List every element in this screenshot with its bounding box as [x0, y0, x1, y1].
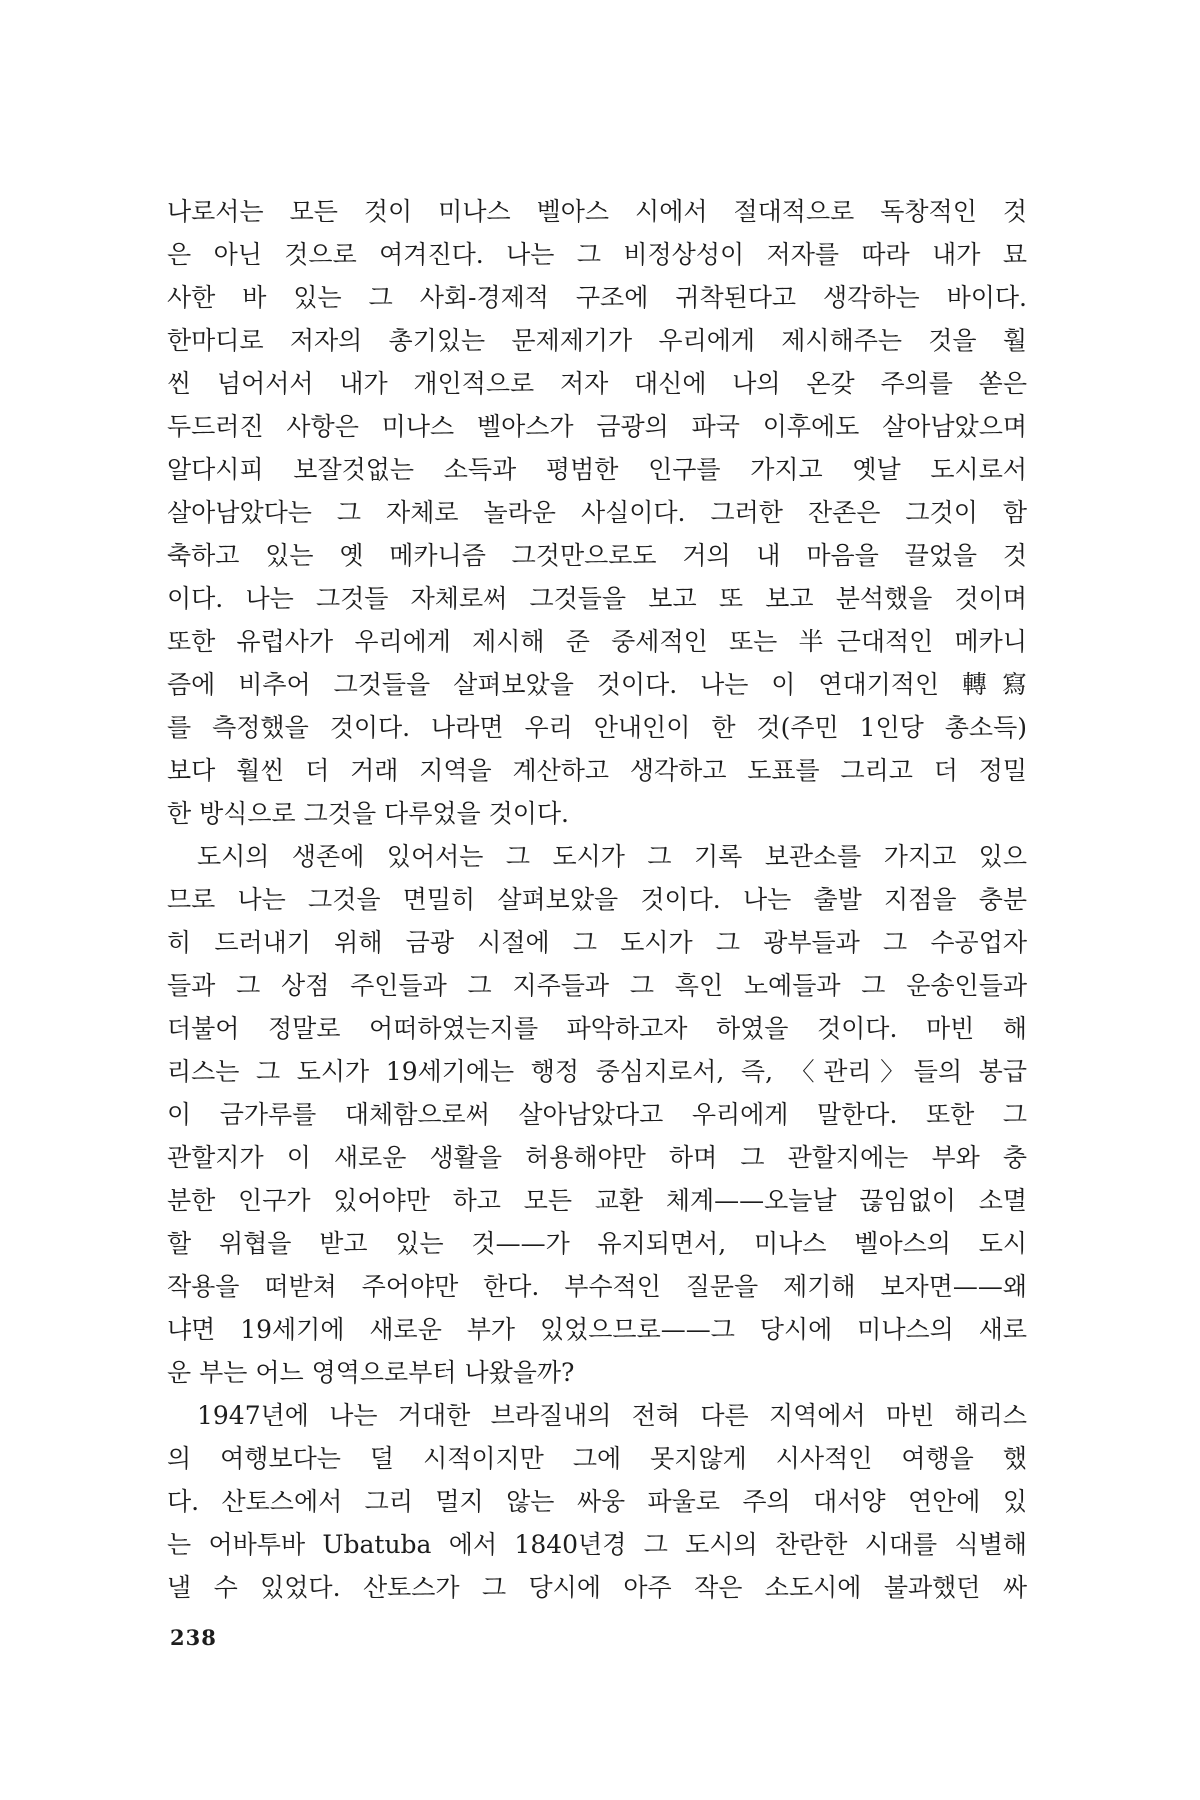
text-line: 축하고 있는 옛 메카니즘 그것만으로도 거의 내 마음을 끌었을 것 [167, 541, 1027, 570]
text-line: 도시의 생존에 있어서는 그 도시가 그 기록 보관소를 가지고 있으 [197, 842, 1027, 871]
text-line: 냐면 19세기에 새로운 부가 있었으므로——그 당시에 미나스의 새로 [167, 1315, 1027, 1344]
paragraph [167, 835, 1027, 1394]
text-line: 살아남았다는 그 자체로 놀라운 사실이다. 그러한 잔존은 그것이 함 [167, 498, 1027, 527]
text-line: 므로 나는 그것을 면밀히 살펴보았을 것이다. 나는 출발 지점을 충분 [167, 885, 1027, 914]
text-line: 1947년에 나는 거대한 브라질내의 전혀 다른 지역에서 마빈 해리스 [197, 1401, 1027, 1430]
text-line: 이다. 나는 그것들 자체로써 그것들을 보고 또 보고 분석했을 것이며 [167, 584, 1027, 613]
text-line: 운 부는 어느 영역으로부터 나왔을까? [167, 1358, 575, 1387]
text-line: 관할지가 이 새로운 생활을 허용해야만 하며 그 관할지에는 부와 충 [167, 1143, 1027, 1172]
text-line: 한마디로 저자의 총기있는 문제제기가 우리에게 제시해주는 것을 훨 [167, 326, 1027, 355]
text-line: 또한 유럽사가 우리에게 제시해 준 중세적인 또는 半근대적인 메카니 [167, 627, 1027, 656]
text-line: 들과 그 상점 주인들과 그 지주들과 그 흑인 노예들과 그 운송인들과 [167, 971, 1027, 1000]
text-line: 더불어 정말로 어떠하였는지를 파악하고자 하였을 것이다. 마빈 해 [167, 1014, 1027, 1043]
text-line: 씬 넘어서서 내가 개인적으로 저자 대신에 나의 온갖 주의를 쏟은 [167, 369, 1027, 398]
text-line: 즘에 비추어 그것들을 살펴보았을 것이다. 나는 이 연대기적인 轉寫 [167, 670, 1027, 699]
paragraph [167, 190, 1027, 835]
text-line: 할 위협을 받고 있는 것——가 유지되면서, 미나스 벨아스의 도시 [167, 1229, 1027, 1258]
text-line: 의 여행보다는 덜 시적이지만 그에 못지않게 시사적인 여행을 했 [167, 1444, 1027, 1473]
page-number: 238 [170, 1625, 217, 1650]
text-line: 를 측정했을 것이다. 나라면 우리 안내인이 한 것(주민 1인당 총소득) [167, 713, 1027, 742]
text-line: 이 금가루를 대체함으로써 살아남았다고 우리에게 말한다. 또한 그 [167, 1100, 1027, 1129]
text-line: 는 어바투바 Ubatuba 에서 1840년경 그 도시의 찬란한 시대를 식별해 [167, 1530, 1027, 1559]
text-line: 작용을 떠받쳐 주어야만 한다. 부수적인 질문을 제기해 보자면——왜 [167, 1272, 1027, 1301]
text-line: 두드러진 사항은 미나스 벨아스가 금광의 파국 이후에도 살아남았으며 [167, 412, 1027, 441]
text-line: 히 드러내기 위해 금광 시절에 그 도시가 그 광부들과 그 수공업자 [167, 928, 1027, 957]
text-line: 사한 바 있는 그 사회-경제적 구조에 귀착된다고 생각하는 바이다. [167, 283, 1027, 312]
text-line: 나로서는 모든 것이 미나스 벨아스 시에서 절대적으로 독창적인 것 [167, 197, 1027, 226]
text-line: 다. 산토스에서 그리 멀지 않는 싸웅 파울로 주의 대서양 연안에 있 [167, 1487, 1027, 1516]
body-text [167, 190, 1027, 1609]
text-line: 분한 인구가 있어야만 하고 모든 교환 체계——오늘날 끊임없이 소멸 [167, 1186, 1027, 1215]
text-line: 낼 수 있었다. 산토스가 그 당시에 아주 작은 소도시에 불과했던 싸 [167, 1573, 1027, 1602]
text-line: 은 아닌 것으로 여겨진다. 나는 그 비정상성이 저자를 따라 내가 묘 [167, 240, 1027, 269]
paragraph [167, 1394, 1027, 1609]
text-line: 보다 훨씬 더 거래 지역을 계산하고 생각하고 도표를 그리고 더 정밀 [167, 756, 1027, 785]
text-line: 알다시피 보잘것없는 소득과 평범한 인구를 가지고 옛날 도시로서 [167, 455, 1027, 484]
text-line: 리스는 그 도시가 19세기에는 행정 중심지로서, 즉, 〈관리〉들의 봉급 [167, 1057, 1027, 1086]
text-line: 한 방식으로 그것을 다루었을 것이다. [167, 799, 569, 828]
